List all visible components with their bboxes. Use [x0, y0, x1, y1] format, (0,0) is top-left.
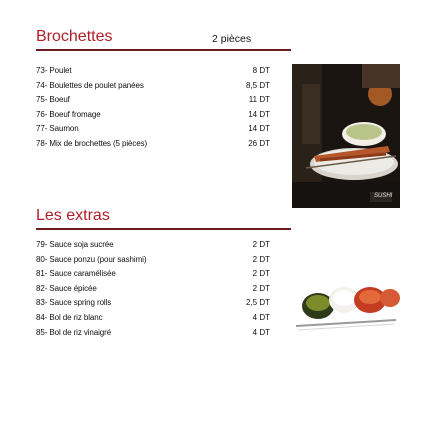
list-item: [36, 124, 270, 139]
list-item: [36, 298, 270, 313]
list-item: [36, 313, 270, 328]
extras-title: Les extras: [36, 207, 110, 224]
item-name: 78- Mix de brochettes (5 pièces): [36, 138, 148, 148]
item-price: 14 DT: [248, 124, 270, 134]
item-price: 11 DT: [248, 95, 270, 105]
brochettes-photo: [292, 64, 400, 208]
item-name: 74- Boulettes de poulet panées: [36, 80, 144, 90]
item-name: 73- Poulet: [36, 66, 72, 75]
item-price: 2 DT: [252, 254, 270, 264]
item-price: 2 DT: [252, 269, 270, 279]
extras-list: [36, 240, 270, 342]
item-name: 76- Boeuf fromage: [36, 109, 101, 119]
item-name: 84- Bol de riz blanc: [36, 312, 103, 322]
item-price: 8,5 DT: [245, 80, 270, 90]
item-name: 80- Sauce ponzu (pour sashimi): [36, 254, 147, 264]
list-item: [36, 81, 270, 96]
item-name: 77- Saumon: [36, 124, 79, 134]
item-name: 83- Sauce spring rolls: [36, 298, 112, 308]
item-name: 75- Boeuf: [36, 95, 70, 105]
photo-logo: SUSHI: [374, 193, 393, 199]
brochettes-photo-illustration: [292, 64, 400, 208]
brochettes-divider: [36, 49, 291, 51]
list-item: [36, 284, 270, 299]
brochettes-title: Brochettes: [36, 28, 113, 45]
item-name: 82- Sauce épicée: [36, 283, 97, 293]
sauce-dishes-illustration: [290, 270, 402, 338]
brochettes-list: [36, 66, 270, 154]
item-price: 8 DT: [252, 66, 270, 75]
item-name: 85- Bol de riz vinaigré: [36, 327, 112, 337]
item-price: 4 DT: [252, 312, 270, 322]
list-item: [36, 328, 270, 343]
item-price: 2,5 DT: [245, 298, 270, 308]
item-price: 2 DT: [252, 240, 270, 249]
brochettes-column-header: 2 pièces: [212, 33, 252, 45]
extras-photo: [290, 270, 402, 338]
list-item: [36, 269, 270, 284]
list-item: [36, 95, 270, 110]
extras-divider: [36, 228, 291, 230]
item-price: 26 DT: [248, 138, 270, 148]
item-price: 4 DT: [252, 327, 270, 337]
item-price: 14 DT: [248, 109, 270, 119]
item-name: 81- Sauce caramélisée: [36, 269, 116, 279]
item-price: 2 DT: [252, 283, 270, 293]
item-name: 79- Sauce soja sucrée: [36, 240, 114, 249]
list-item: [36, 139, 270, 154]
list-item: [36, 255, 270, 270]
list-item: [36, 66, 270, 81]
list-item: [36, 110, 270, 125]
list-item: [36, 240, 270, 255]
